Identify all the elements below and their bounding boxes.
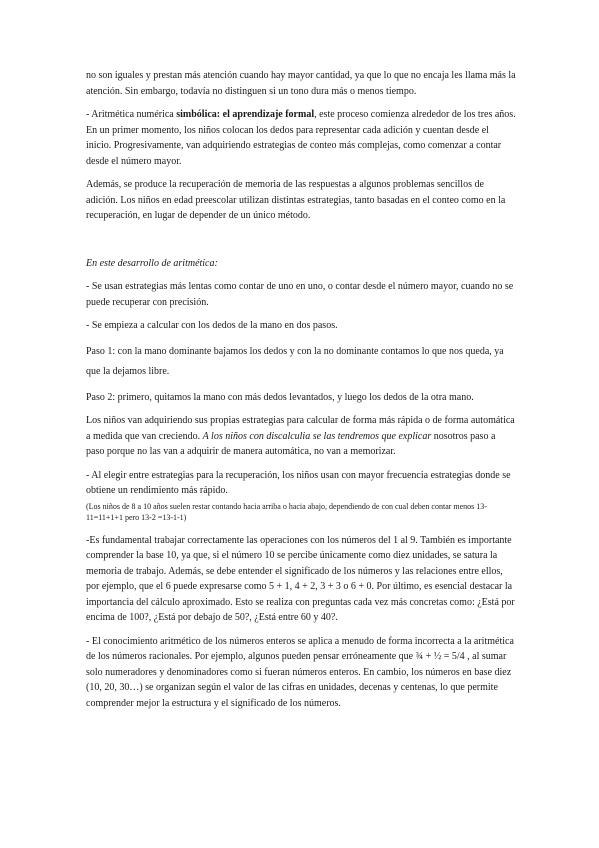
p2-rest: , este proceso comienza alrededor de los tres años. En un primer momento, los niños colocan los dedos para representar cada adición y cuentan desde el inicio. Progresivamente, van adquiriendo estrategias de conteo más complejas, como comenzar a contar desde el número mayor. [86, 109, 516, 167]
section-heading: En este desarrollo de aritmética: [86, 257, 218, 269]
p2-bold-term: simbólica: el aprendizaje formal [176, 109, 315, 120]
p8-lead: Los niños van adquiriendo sus propias estrategias para calcular de forma más rápida o de forma automática a medida que van creciendo. [86, 415, 515, 442]
document-page [86, 68, 516, 719]
paragraph-symbolic-arithmetic [86, 107, 516, 169]
paragraph-rational-numbers: - El conocimiento aritmético de los números enteros se aplica a menudo de forma incorrecta a la aritmética de los números racionales. Por ejemplo, algunos pueden pensar erróneamente que ¾ + ½ = 5/4 , al sumar solo numeradores y denominadores como si fueran números enteros. En cambio, los números en base diez (10, 20, 30…) se organizan según el valor de las cifras en unidades, decenas y centenas, lo que permite comprender mejor la estructura y el significado de los números. [86, 635, 514, 709]
paragraph-strategy-choice: - Al elegir entre estrategias para la recuperación, los niños usan con mayor frecuencia estrategias donde se obtiene un rendimiento más rápido. [86, 469, 511, 496]
paragraph-base-ten: -Es fundamental trabajar correctamente las operaciones con los números del 1 al 9. También es importante comprender la base 10, ya que, si el número 10 se percibe únicamente como diez unidades, se satura la memoria de trabajo. Además, se debe entender el significado de los números y las relaciones entre ellos, por ejemplo, que el 6 puede expresarse como 5 + 1, 4 + 2, 3 + 3 o 6 + 0. Por último, es esencial destacar la importancia del cálculo aproximado. Esto se realiza con preguntas cada vez más concretas como: ¿Está por encima de 100?, ¿Está por debajo de 50?, ¿Está entre 60 y 40?. [86, 534, 515, 623]
p8-italic-note: A los niños con discalculia se las tendremos que explicar [202, 430, 432, 442]
paragraph-step-2: Paso 2: primero, quitamos la mano con más dedos levantados, y luego los dedos de la otra mano. [86, 391, 474, 403]
spacer [86, 232, 516, 256]
paragraph-memory-recovery: Además, se produce la recuperación de memoria de las respuestas a algunos problemas sencillos de adición. Los niños en edad preescolar utilizan distintas estrategias, tanto basadas en el conteo como en la recuperación, en lugar de depender de un único método. [86, 179, 506, 221]
paragraph-step-1: Paso 1: con la mano dominante bajamos los dedos y con la no dominante contamos lo que nos queda, ya que la dejamos libre. [86, 345, 504, 377]
paragraph-finger-calc: - Se empieza a calcular con los dedos de la mano en dos pasos. [86, 320, 338, 331]
note-subtraction: (Los niños de 8 a 10 años suelen restar contando hacia arriba o hacia abajo, dependiendo de con cual deben contar menos 13-11=11+1+1 pero 13-2 =13-1-1) [86, 501, 487, 522]
paragraph-slow-strategies: - Se usan estrategias más lentas como contar de uno en uno, o contar desde el número mayor, cuando no se puede recuperar con precisión. [86, 281, 514, 308]
p2-lead: - Aritmética numérica [86, 109, 177, 120]
p8-rest: nosotros paso a paso porque no las van a adquirir de manera automática, no van a memorizar. [86, 430, 496, 457]
paragraph-own-strategies [86, 413, 516, 460]
paragraph-tone-attention: no son iguales y prestan más atención cuando hay mayor cantidad, ya que lo que no encaja les llama más la atención. Sin embargo, todavía no distinguen si un tono dura más o menos tiempo. [86, 70, 516, 97]
